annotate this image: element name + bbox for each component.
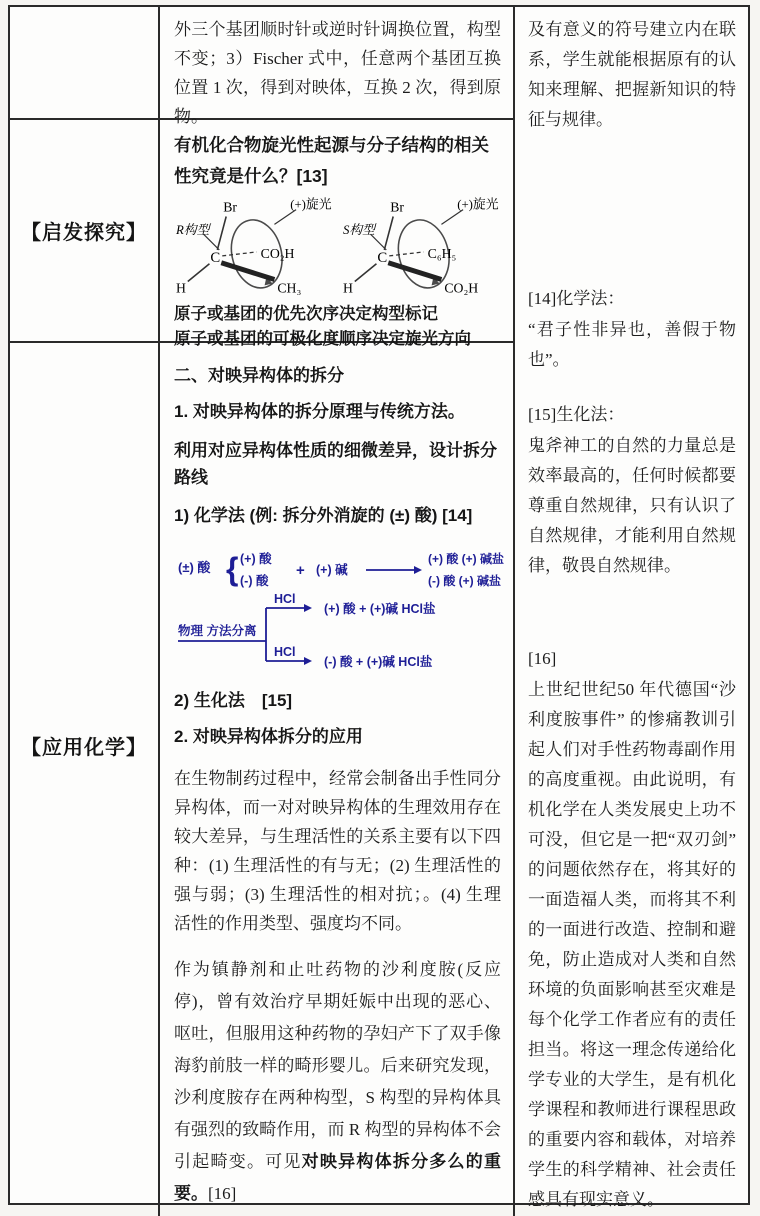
scheme-separation: 物理 方法分离 bbox=[178, 624, 257, 638]
subheading-1: 1. 对映异构体的拆分原理与传统方法。 bbox=[174, 402, 465, 421]
rotation-label: (+)旋光 bbox=[290, 197, 332, 212]
scheme-product-bottom: (-) 酸 (+) 碱盐 bbox=[428, 574, 501, 588]
inquiry-question: 有机化合物旋光性起源与分子结构的相关性究竟是什么？[13] bbox=[174, 135, 489, 186]
branch-arrowhead-bottom bbox=[304, 657, 312, 665]
column-notes bbox=[515, 7, 748, 1216]
group-bottom: CO₂H bbox=[443, 280, 478, 296]
hcl-label-top: HCl bbox=[274, 592, 296, 606]
scheme-plus-sign: + bbox=[296, 562, 305, 579]
column-content bbox=[160, 7, 515, 1216]
note-15-title: [15]生化法： bbox=[528, 405, 625, 424]
hcl-label-bottom: HCl bbox=[274, 645, 296, 659]
atom-top: Br bbox=[389, 199, 404, 215]
group-right: CO₂H bbox=[260, 245, 295, 261]
notes-cell bbox=[515, 7, 748, 1216]
section-heading: 二、对映异构体的拆分 bbox=[174, 366, 344, 385]
scheme-minus-acid: (-) 酸 bbox=[240, 574, 269, 588]
fischer-rule-paragraph: 外三个基团顺时针或逆时针调换位置，构型不变；3）Fischer 式中，任意两个基团互换位置 1 次，得到对映体，互换 2 次，得到原物。 bbox=[174, 20, 501, 126]
rotation-label: (+)旋光 bbox=[456, 197, 499, 212]
molecule-diagram-s bbox=[341, 194, 502, 302]
scheme-racemic: (±) 酸 bbox=[178, 560, 211, 575]
note-16-title: [16] bbox=[528, 649, 557, 668]
content-cell-row3 bbox=[160, 343, 513, 1216]
caption-polarizability: 原子或基团的可极化度顺序决定旋光方向 bbox=[174, 330, 471, 348]
group-bottom: CH₃ bbox=[277, 280, 302, 296]
scheme-plus-acid: (+) 酸 bbox=[240, 552, 272, 566]
atom-left: H bbox=[342, 280, 353, 296]
subheading-2: 利用对应异构体性质的细微差异，设计拆分路线 bbox=[174, 441, 497, 487]
subheading-chemical-method: 1) 化学法 (例: 拆分外消旋的 (±) 酸) [14] bbox=[174, 506, 473, 525]
label-cell-applied bbox=[10, 343, 158, 1216]
resolution-reaction-scheme bbox=[176, 539, 505, 676]
note-13-body: 及有意义的符号建立内在联系，学生就能根据原有的认知来理解、把握新知识的特征与规律。 bbox=[528, 20, 736, 129]
scheme-brace: { bbox=[226, 551, 239, 587]
branch-arrowhead-top bbox=[304, 604, 312, 612]
thalidomide-ref: [16] bbox=[208, 1184, 237, 1203]
note-14-body: “君子性非异也，善假于物也”。 bbox=[528, 320, 736, 369]
result-top: (+) 酸 + (+)碱 HCl盐 bbox=[324, 602, 436, 616]
group-right: C₆H₅ bbox=[427, 245, 456, 261]
reaction-scheme-svg bbox=[176, 539, 506, 671]
row-label-applied: 【应用化学】 bbox=[21, 736, 147, 759]
content-cell-row1 bbox=[160, 7, 513, 126]
label-cell-empty bbox=[10, 7, 158, 120]
scheme-base: (+) 碱 bbox=[316, 563, 348, 577]
molecule-diagram-r bbox=[174, 194, 335, 302]
config-label: R构型 bbox=[175, 223, 210, 238]
atom-left: H bbox=[175, 280, 186, 296]
note-15-body: 鬼斧神工的自然的力量总是效率最高的，任何时候都要尊重自然规律，只有认识了自然规律，才能利用自然规律，敬畏自然规律。 bbox=[528, 436, 736, 575]
subheading-biochem-method: 2) 生化法 [15] bbox=[174, 691, 293, 710]
row-label-inspire: 【启发探究】 bbox=[21, 222, 147, 244]
content-cell-row2 bbox=[160, 120, 513, 348]
document-table bbox=[8, 5, 750, 1209]
label-cell-inspire bbox=[10, 120, 158, 343]
paragraph-thalidomide bbox=[174, 954, 501, 1210]
scheme-arrowhead bbox=[414, 566, 422, 574]
paragraph-bioactivity: 在生物制药过程中，经常会制备出手性同分异构体，而一对对映异构体的生理效用存在较大差异，与生理活性的关系主要有以下四种：(1) 生理活性的有与无；(2) 生理活性的强与弱；(3) 生理活性的相对抗；。(4) 生理活性的作用类型、强度均不同。 bbox=[174, 769, 501, 933]
result-bottom: (-) 酸 + (+)碱 HCl盐 bbox=[324, 655, 433, 669]
atom-center: C bbox=[210, 249, 221, 266]
column-labels bbox=[10, 7, 160, 1216]
caption-priority: 原子或基团的优先次序决定构型标记 bbox=[174, 305, 438, 323]
molecule-diagrams bbox=[174, 194, 501, 302]
atom-center: C bbox=[376, 249, 387, 266]
thalidomide-emphasis: 对映异构体拆分多么的重要。 bbox=[174, 1152, 502, 1203]
thalidomide-text: 作为镇静剂和止吐药物的沙利度胺(反应停)，曾有效治疗早期妊娠中出现的恶心、呕吐，但服用这种药物的孕妇产下了双手像海豹前肢一样的畸形婴儿。后来研究发现，沙利度胺存在两种构型，S 构型的异构体具有强烈的致畸作用，而 R 构型的异构体不会引起畸变。可见 bbox=[174, 960, 501, 1171]
subheading-application: 2. 对映异构体拆分的应用 bbox=[174, 727, 363, 746]
note-14-title: [14]化学法： bbox=[528, 289, 625, 308]
atom-top: Br bbox=[223, 199, 237, 215]
scheme-product-top: (+) 酸 (+) 碱盐 bbox=[428, 552, 505, 566]
note-16-body: 上世纪世纪50 年代德国“沙利度胺事件” 的惨痛教训引起人们对手性药物毒副作用的高度重视。由此说明，有机化学在人类发展史上功不可没，但它是一把“双刃剑”的问题依然存在，将其好的一面造福人类，而将其不利的一面进行改造、控制和避免，防止造成对人类和自然环境的负面影响甚至灾难是每个化学工作者应有的责任担当。将这一理念传递给化学专业的大学生，是有机化学课程和教师进行课程思政的重要内容和载体，对培养学生的科学精神、社会责任感具有现实意义。 bbox=[528, 680, 736, 1209]
config-label: S构型 bbox=[342, 223, 375, 238]
